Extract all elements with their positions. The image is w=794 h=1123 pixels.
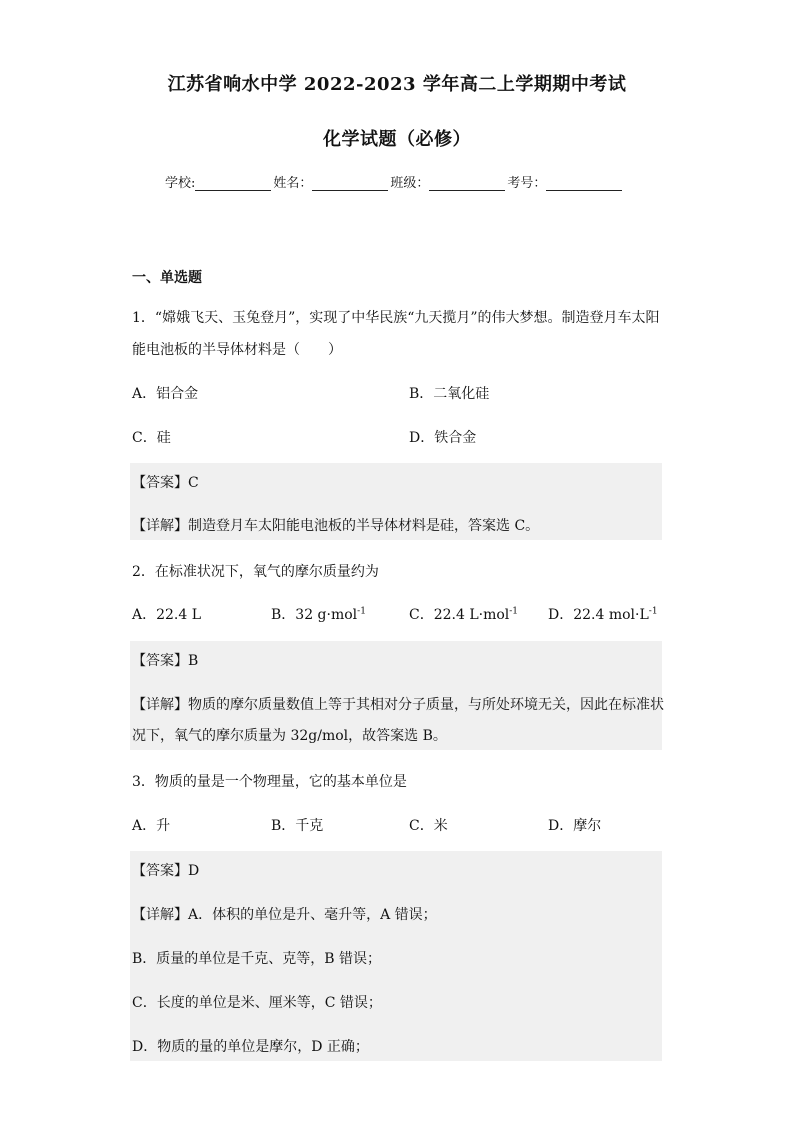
question-1-option-a: A．铝合金: [132, 386, 199, 402]
student-info-line: [165, 172, 624, 191]
class-blank[interactable]: [429, 176, 505, 191]
option-text: D．22.4 mol·L: [548, 607, 649, 623]
question-1-stem-line2: 能电池板的半导体材料是（ ）: [132, 342, 342, 358]
question-1-option-b: B．二氧化硅: [409, 386, 490, 402]
question-3-option-c: C．米: [409, 818, 448, 834]
question-3-detail-line2: B．质量的单位是千克、克等，B 错误；: [132, 951, 382, 967]
option-superscript: -1: [509, 606, 519, 617]
question-2-option-b: [271, 604, 366, 624]
question-2-option-c: [409, 604, 518, 624]
name-label: 姓名：: [273, 176, 313, 191]
question-2-option-a: [132, 604, 201, 624]
question-2-detail-line2: 况下，氧气的摩尔质量为 32g/mol，故答案选 B。: [132, 728, 447, 744]
question-2-option-d: [548, 604, 658, 624]
question-2-answer: 【答案】B: [132, 653, 199, 669]
question-3-detail-line1: 【详解】A．体积的单位是升、毫升等，A 错误；: [132, 907, 437, 923]
option-superscript: -1: [357, 606, 366, 617]
question-1-option-c: C．硅: [132, 430, 171, 446]
question-3-option-d: D．摩尔: [548, 818, 602, 834]
question-1-stem-line1: 1．“嫦娥飞天、玉兔登月”，实现了中华民族“九天揽月”的伟大梦想。制造登月车太阳: [132, 310, 660, 326]
number-label: 考号：: [507, 176, 547, 191]
school-label: 学校:: [165, 176, 196, 191]
class-label: 班级：: [390, 176, 430, 191]
question-2-stem: 2．在标准状况下，氧气的摩尔质量约为: [132, 564, 379, 580]
option-text: C．22.4 L·mol: [409, 607, 510, 623]
question-3-option-b: B．千克: [271, 818, 324, 834]
option-text: A．22.4 L: [132, 607, 202, 623]
question-3-option-a: A．升: [132, 818, 171, 834]
question-1-option-d: D．铁合金: [409, 430, 477, 446]
number-blank[interactable]: [546, 176, 622, 191]
question-3-answer: 【答案】D: [132, 863, 200, 879]
question-3-detail-line3: C．长度的单位是米、厘米等，C 错误；: [132, 995, 382, 1011]
name-blank[interactable]: [312, 176, 388, 191]
option-superscript: -1: [648, 606, 658, 617]
question-2-detail-line1: 【详解】物质的摩尔质量数值上等于其相对分子质量，与所处环境无关，因此在标准状: [132, 697, 664, 713]
question-3-detail-line4: D．物质的量的单位是摩尔，D 正确；: [132, 1039, 369, 1055]
school-blank[interactable]: [195, 176, 271, 191]
section-title: 一、单选题: [132, 270, 202, 286]
exam-subtitle: 化学试题（必修）: [323, 129, 471, 150]
exam-title: 江苏省响水中学 2022-2023 学年高二上学期期中考试: [167, 74, 627, 95]
question-1-detail-line1: 【详解】制造登月车太阳能电池板的半导体材料是硅，答案选 C。: [132, 518, 540, 534]
question-1-answer: 【答案】C: [132, 475, 199, 491]
option-text: B．32 g·mol: [271, 607, 358, 623]
question-3-stem: 3．物质的量是一个物理量，它的基本单位是: [132, 774, 407, 790]
